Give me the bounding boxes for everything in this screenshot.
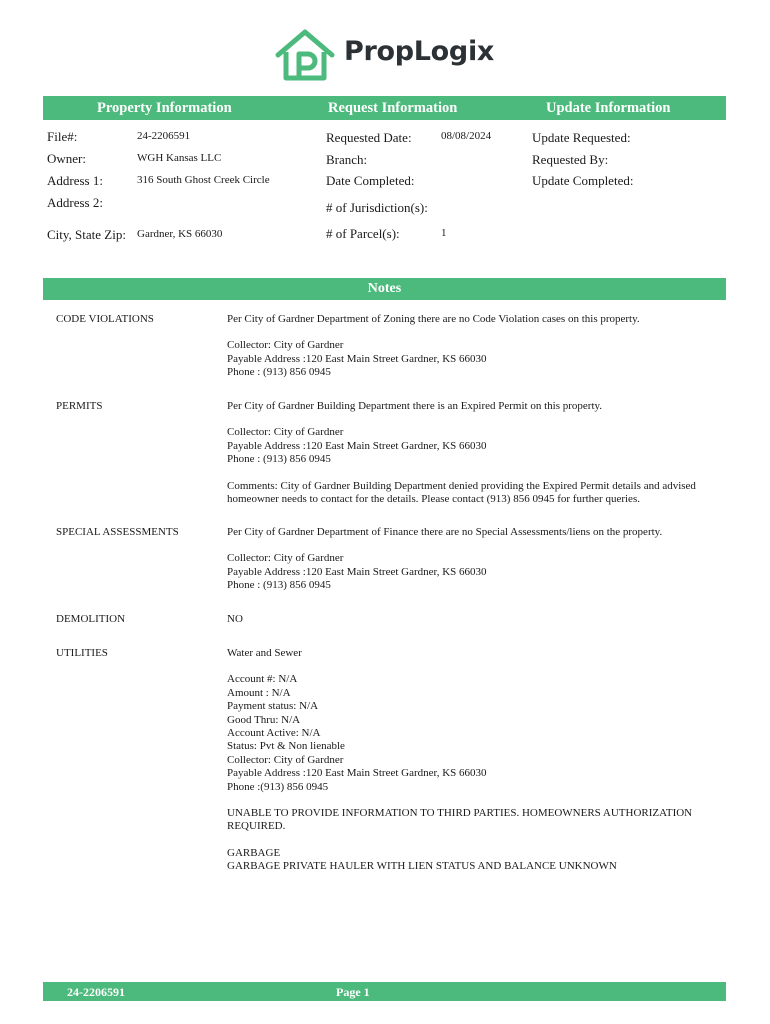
footer-page-number: Page 1 — [336, 985, 370, 999]
owner-label: Owner: — [47, 151, 86, 166]
address2-label: Address 2: — [47, 195, 103, 210]
notes-header: Notes — [367, 281, 402, 296]
city-state-zip-label: City, State Zip: — [47, 227, 126, 242]
date-completed-label: Date Completed: — [326, 173, 415, 188]
file-value: 24-2206591 — [137, 130, 191, 142]
note-paragraph: Collector: City of Gardner Payable Address :120 East Main Street Gardner, KS 66030 Phone : (913) 856 0945 — [227, 552, 487, 592]
parcels-value: 1 — [441, 227, 447, 239]
footer-file-number: 24-2206591 — [67, 985, 125, 999]
note-paragraph: Collector: City of Gardner Payable Address :120 East Main Street Gardner, KS 66030 Phone : (913) 856 0945 — [227, 426, 487, 466]
requested-date-value: 08/08/2024 — [441, 130, 492, 142]
note-paragraph: Per City of Gardner Building Department there is an Expired Permit on this property. — [227, 400, 603, 412]
note-paragraph: Per City of Gardner Department of Finance there are no Special Assessments/liens on the property. — [227, 526, 663, 538]
note-paragraph: UNABLE TO PROVIDE INFORMATION TO THIRD PARTIES. HOMEOWNERS AUTHORIZATION REQUIRED. — [227, 807, 693, 833]
brand-name: PropLogix — [344, 36, 495, 67]
requested-by-label: Requested By: — [532, 152, 609, 167]
note-body-demolition — [227, 613, 727, 639]
update-completed-label: Update Completed: — [532, 173, 634, 188]
jurisdictions-label: # of Jurisdiction(s): — [326, 200, 428, 215]
notes-header-bar — [43, 278, 726, 300]
owner-value: WGH Kansas LLC — [137, 152, 222, 164]
city-state-zip-value: Gardner, KS 66030 — [137, 228, 223, 240]
note-paragraph: Collector: City of Gardner Payable Address :120 East Main Street Gardner, KS 66030 Phone : (913) 856 0945 — [227, 339, 487, 379]
note-body-code-violations — [227, 313, 727, 393]
property-information-header: Property Information — [97, 100, 232, 116]
address1-label: Address 1: — [47, 173, 103, 188]
update-requested-label: Update Requested: — [532, 130, 631, 145]
note-category-code-violations: CODE VIOLATIONS — [56, 313, 154, 325]
parcels-label: # of Parcel(s): — [326, 226, 400, 241]
update-information-header: Update Information — [546, 100, 671, 116]
note-body-special-assessments — [227, 526, 727, 606]
note-body-permits — [227, 400, 727, 519]
house-p-icon — [272, 28, 338, 84]
branch-label: Branch: — [326, 152, 368, 167]
note-body-utilities — [227, 647, 727, 887]
requested-date-label: Requested Date: — [326, 130, 412, 145]
note-paragraph: GARBAGE GARBAGE PRIVATE HAULER WITH LIEN STATUS AND BALANCE UNKNOWN — [227, 846, 617, 873]
section-header-bar — [43, 96, 726, 120]
note-paragraph: Comments: City of Gardner Building Department denied providing the Expired Permit details and advised homeowner needs to contact for the details. Please contact (913) 856 0945 for further queries. — [227, 479, 696, 506]
note-paragraph: NO — [227, 613, 243, 625]
address1-value: 316 South Ghost Creek Circle — [137, 174, 270, 186]
note-paragraph: Account #: N/A Amount : N/A Payment status: N/A Good Thru: N/A Account Active: N/A Status: Pvt & Non lienable Collector: City of Gardner Payable Address :120 East Main Street Gardner, KS 66030 Phone :(913) 856 0945 — [227, 673, 487, 793]
proplogix-logo — [272, 28, 517, 84]
note-paragraph: Per City of Gardner Department of Zoning there are no Code Violation cases on this property. — [227, 313, 640, 325]
note-category-permits: PERMITS — [56, 400, 103, 412]
note-paragraph: Water and Sewer — [227, 647, 302, 659]
request-information-header: Request Information — [328, 100, 458, 116]
footer-bar — [43, 982, 726, 1001]
note-category-utilities: UTILITIES — [56, 647, 108, 659]
file-label: File#: — [47, 129, 78, 144]
note-category-special-assessments: SPECIAL ASSESSMENTS — [56, 526, 179, 538]
note-category-demolition: DEMOLITION — [56, 613, 126, 625]
